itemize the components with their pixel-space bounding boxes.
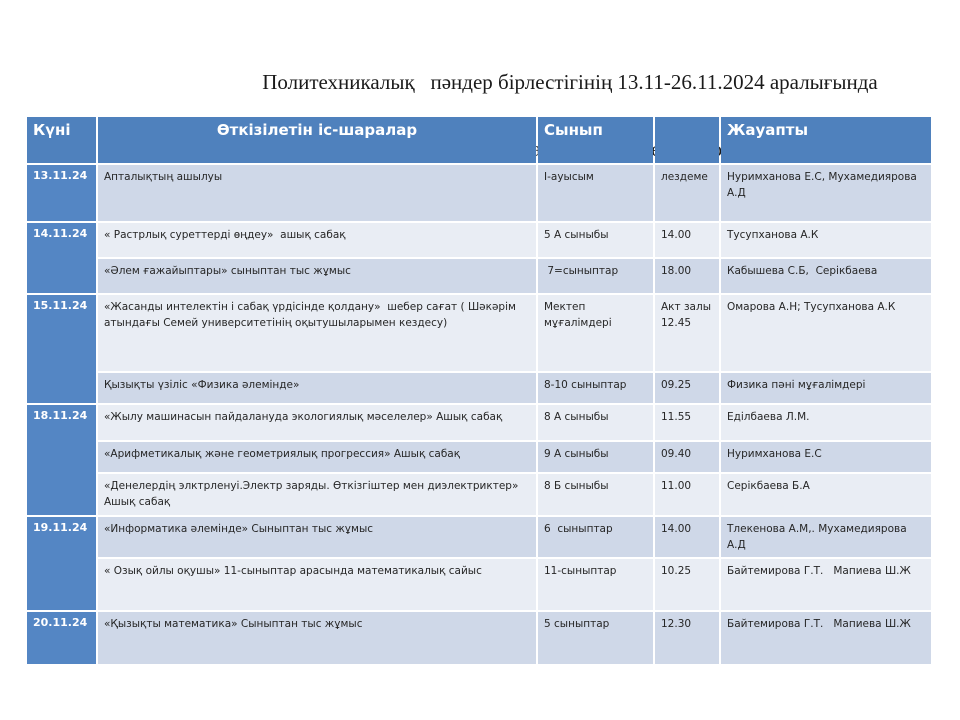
event-cell: Апталықтың ашылуы	[98, 165, 536, 221]
class-cell: 5 сыныптар	[538, 612, 653, 664]
col-header-class: Сынып	[538, 117, 653, 163]
table-row	[27, 442, 931, 472]
time-cell: 09.25	[655, 373, 719, 403]
class-cell: І-ауысым	[538, 165, 653, 221]
table-row	[27, 559, 931, 610]
responsible-cell: Серікбаева Б.А	[721, 474, 931, 515]
table-row	[27, 259, 931, 293]
table-row	[27, 223, 931, 257]
class-cell: 7=сыныптар	[538, 259, 653, 293]
class-cell: 8-10 сыныптар	[538, 373, 653, 403]
class-cell: 11-сыныптар	[538, 559, 653, 610]
class-cell: 8 А сыныбы	[538, 405, 653, 440]
responsible-cell: Тусупханова А.К	[721, 223, 931, 257]
event-cell: «Арифметикалық және геометриялық прогрессия» Ашық сабақ	[98, 442, 536, 472]
responsible-cell: Нуримханова Е.С, Мухамедиярова А.Д	[721, 165, 931, 221]
event-cell: Қызықты үзіліс «Физика әлемінде»	[98, 373, 536, 403]
col-header-responsible: Жауапты	[721, 117, 931, 163]
date-cell: 19.11.24	[27, 517, 96, 611]
time-cell: 18.00	[655, 259, 719, 293]
time-cell: 09.40	[655, 442, 719, 472]
event-cell: « Озық ойлы оқушы» 11-сыныптар арасында математикалық сайыс	[98, 559, 536, 610]
time-cell: 10.25	[655, 559, 719, 610]
class-cell: 5 А сыныбы	[538, 223, 653, 257]
time-cell: 14.00	[655, 223, 719, 257]
table-row	[27, 517, 931, 558]
table-row	[27, 612, 931, 664]
event-cell: «Жылу машинасын пайдалануда экологиялық мәселелер» Ашық сабақ	[98, 405, 536, 440]
table-row	[27, 405, 931, 440]
date-cell: 20.11.24	[27, 612, 96, 664]
class-cell: 6 сыныптар	[538, 517, 653, 558]
responsible-cell: Байтемирова Г.Т. Мапиева Ш.Ж	[721, 559, 931, 610]
table-row	[27, 474, 931, 515]
class-cell: 8 Б сыныбы	[538, 474, 653, 515]
time-cell: 14.00	[655, 517, 719, 558]
class-cell: 9 А сыныбы	[538, 442, 653, 472]
responsible-cell: Нуримханова Е.С	[721, 442, 931, 472]
table-row	[27, 373, 931, 403]
event-cell: «Әлем ғажайыптары» сыныптан тыс жұмыс	[98, 259, 536, 293]
time-cell: 12.30	[655, 612, 719, 664]
time-cell: лездеме	[655, 165, 719, 221]
date-cell: 15.11.24	[27, 295, 96, 403]
col-header-date: Күні	[27, 117, 96, 163]
col-header-time	[655, 117, 719, 163]
event-cell: « Растрлық суреттерді өңдеу» ашық сабақ	[98, 223, 536, 257]
table-header-row	[27, 117, 931, 163]
date-cell: 18.11.24	[27, 405, 96, 515]
responsible-cell: Байтемирова Г.Т. Мапиева Ш.Ж	[721, 612, 931, 664]
responsible-cell: Кабышева С.Б, Серікбаева	[721, 259, 931, 293]
title-line-1: Политехникалық пәндер бірлестігінің 13.11-26.11.2024 аралығында	[262, 70, 878, 94]
event-cell: «Денелердің элктрленуі.Электр заряды. Өткізгіштер мен диэлектриктер» Ашық сабақ	[98, 474, 536, 515]
responsible-cell: Еділбаева Л.М.	[721, 405, 931, 440]
responsible-cell: Физика пәні мұғалімдері	[721, 373, 931, 403]
event-cell: «Жасанды интелектін і сабақ үрдісінде қолдану» шебер сағат ( Шәкәрім атындағы Семей университетінің оқытушыларымен кездесу)	[98, 295, 536, 371]
event-cell: «Информатика әлемінде» Сыныптан тыс жұмыс	[98, 517, 536, 558]
date-cell: 14.11.24	[27, 223, 96, 293]
schedule-table	[25, 115, 933, 666]
responsible-cell: Тлекенова А.М,. Мухамедиярова А.Д	[721, 517, 931, 558]
date-cell: 13.11.24	[27, 165, 96, 221]
col-header-events: Өткізілетін іс-шаралар	[98, 117, 536, 163]
event-cell: «Қызықты математика» Сыныптан тыс жұмыс	[98, 612, 536, 664]
table-row	[27, 165, 931, 221]
table-row	[27, 295, 931, 371]
time-cell: 11.00	[655, 474, 719, 515]
time-cell: Акт залы 12.45	[655, 295, 719, 371]
responsible-cell: Омарова А.Н; Тусупханова А.К	[721, 295, 931, 371]
class-cell: Мектеп мұғалімдері	[538, 295, 653, 371]
time-cell: 11.55	[655, 405, 719, 440]
